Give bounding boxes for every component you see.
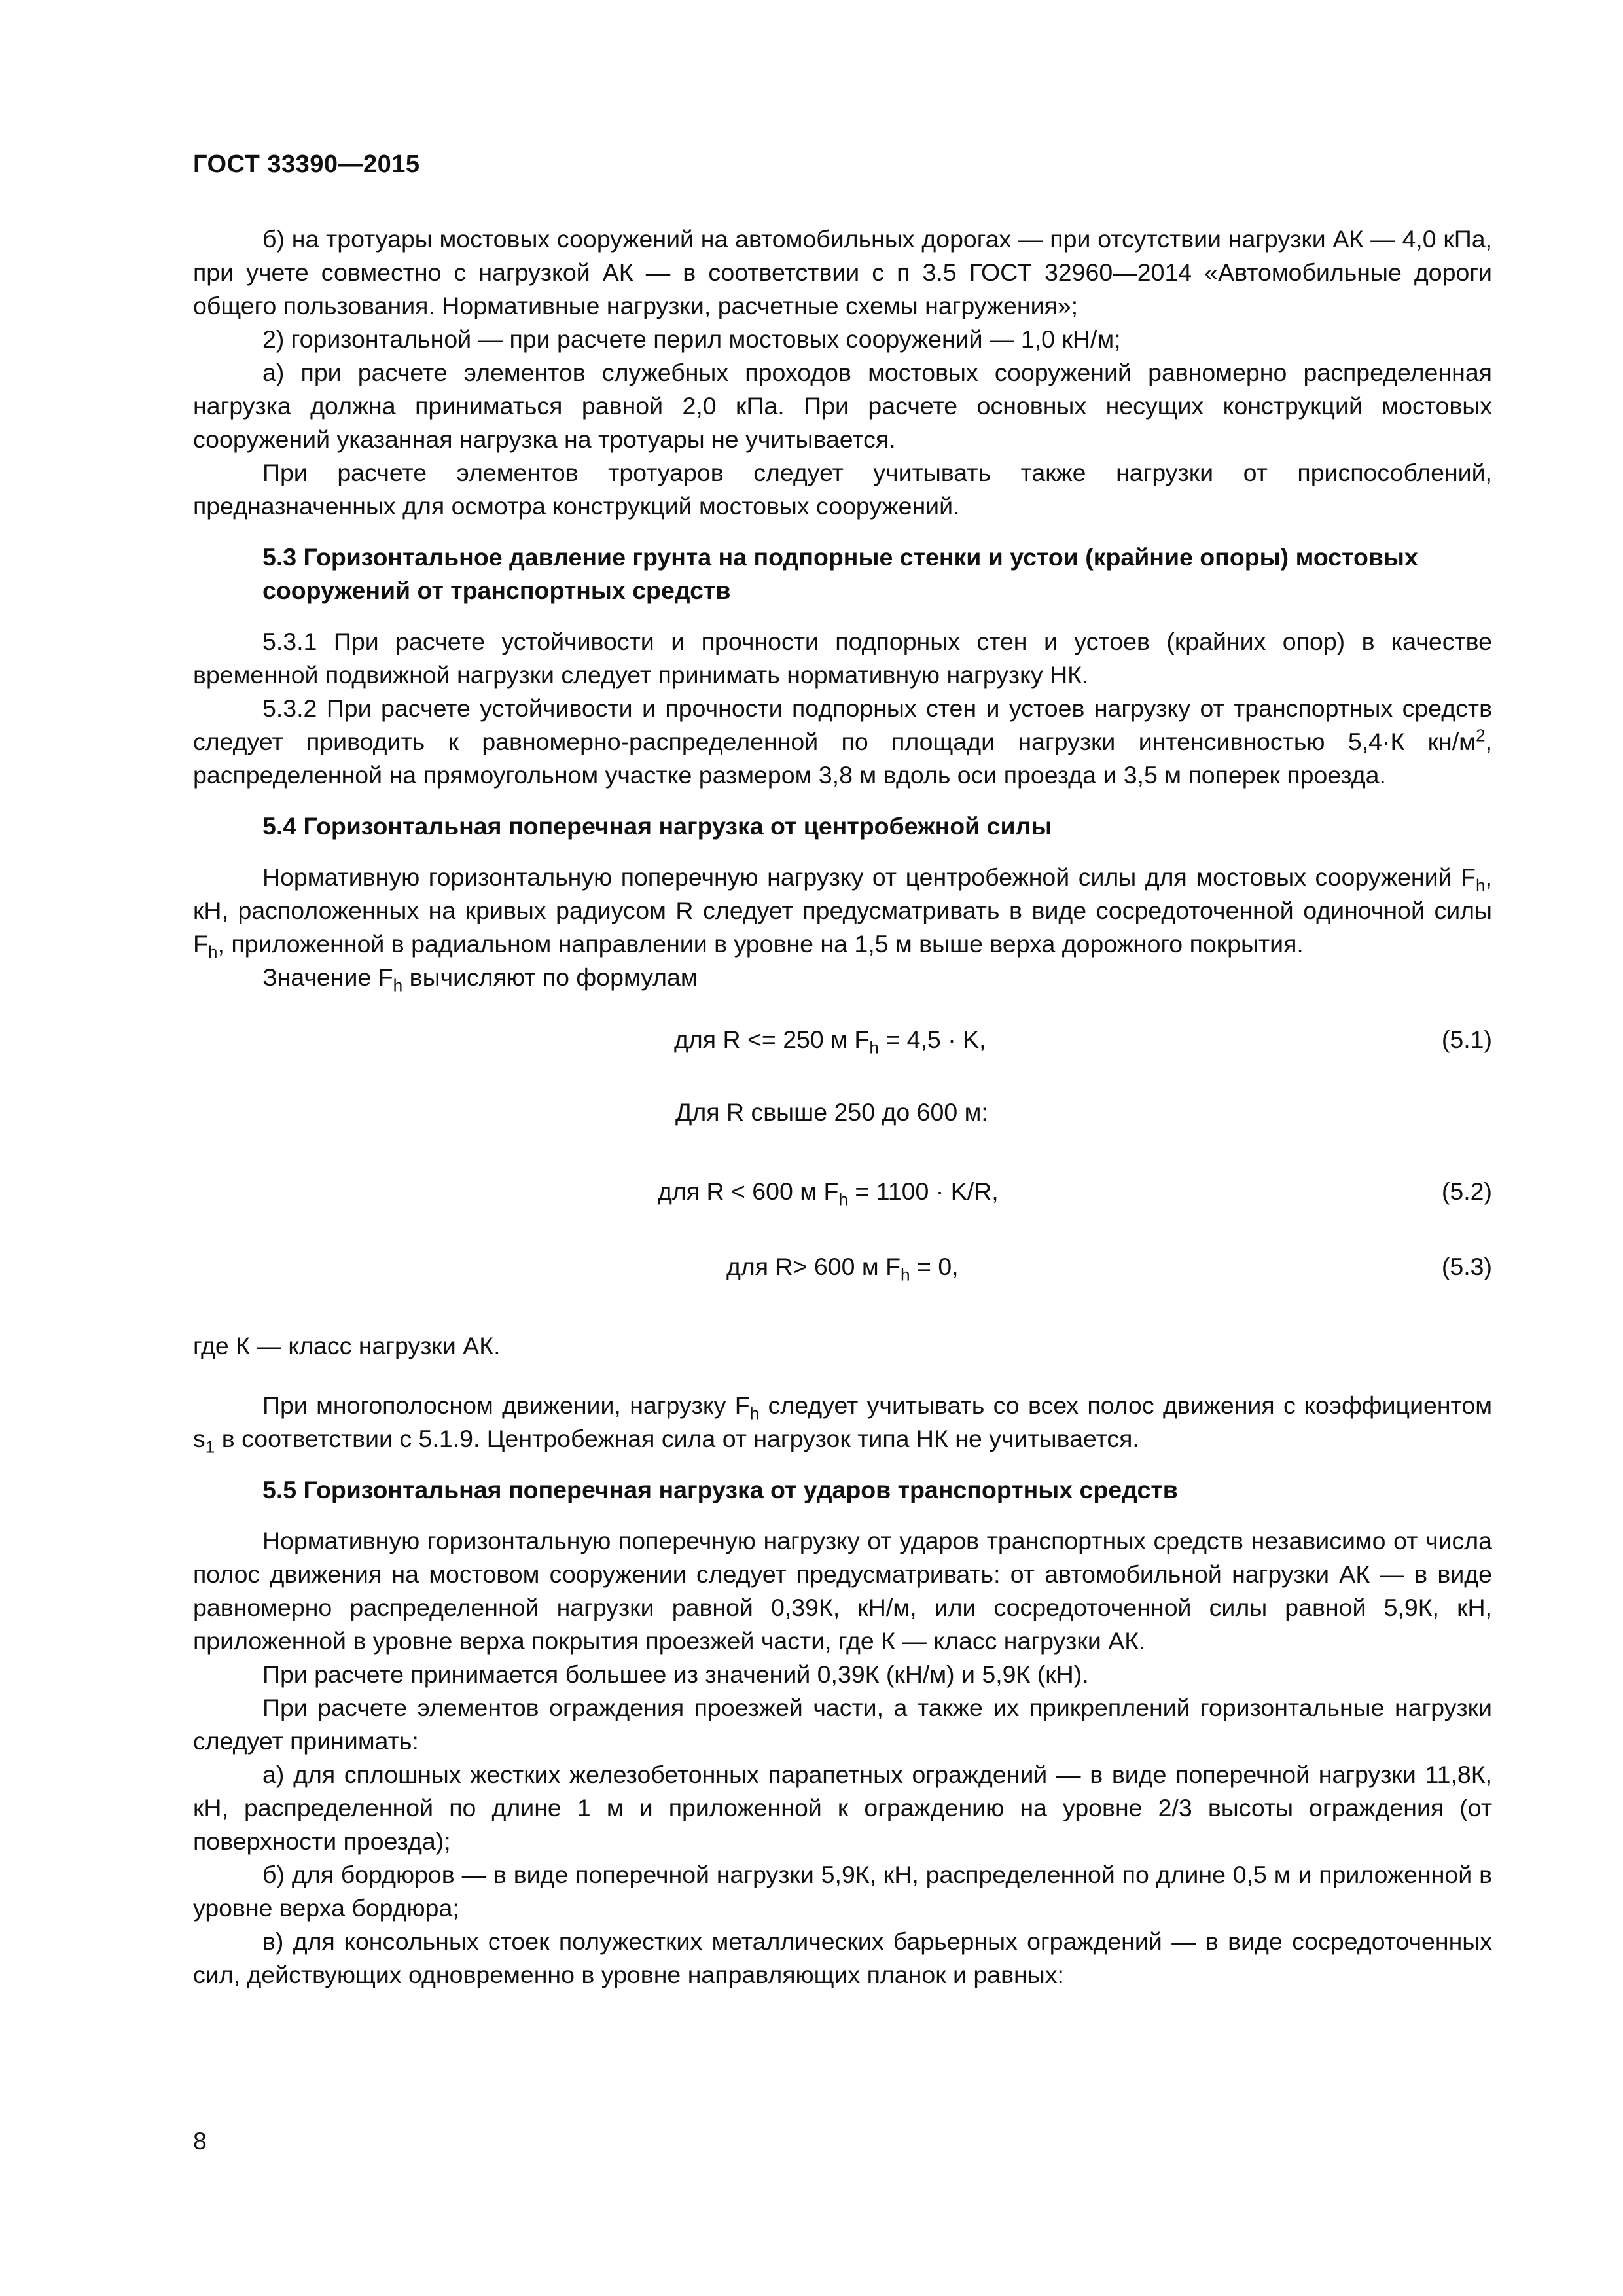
paragraph-curbs: б) для бордюров — в виде поперечной нагрузки 5,9К, кН, распределенной по длине 0,5 м и приложенной в уровне верха бордюра; — [193, 1861, 1492, 1922]
paragraph-horizontal-railing: 2) горизонтальной — при расчете перил мостовых сооружений — 1,0 кН/м; — [262, 325, 1121, 353]
paragraph-fh-formulas-intro: Значение $F_h$ вычисляют по формулам — [262, 963, 698, 996]
paragraph-service-passages: а) при расчете элементов служебных проходов мостовых сооружений равномерно распределенная нагрузка должна приниматься равной 2,0 кПа. При расчете основных несущих конструкций мостовых сооружений указанная нагрузка на тротуары не учитывается. — [193, 359, 1492, 453]
formula-5-1-expression: для R <= 250 м $F_h = 4,5 \cdot K$, — [674, 1026, 986, 1058]
paragraph-impact-load: Нормативную горизонтальную поперечную нагрузку от ударов транспортных средств независимо от числа полос движения на мостовом сооружении следует предусматривать: от автомобильной нагрузки АК — в виде равномерно распределенной нагрузки равной 0,39К, кН/м, или сосредоточенной силы равной 5,9К, кН, приложенной в уровне верха покрытия проезжей части, где К — класс нагрузки АК. — [193, 1527, 1492, 1655]
paragraph-5-3-1: 5.3.1 При расчете устойчивости и прочности подпорных стен и устоев (крайних опор) в качестве временной подвижной нагрузки следует принимать нормативную нагрузку НК. — [193, 628, 1492, 689]
document-body — [193, 223, 1492, 1992]
formula-5-2 — [193, 1175, 1492, 1208]
formula-range-intro: Для R свыше 250 до 600 м: — [675, 1098, 988, 1126]
formula-5-1 — [193, 1023, 1492, 1056]
paragraph-k-definition: где К — класс нагрузки АК. — [193, 1332, 501, 1359]
paragraph-5-3-2: 5.3.2 При расчете устойчивости и прочности подпорных стен и устоев нагрузку от транспортных средств следует приводить к равномерно-распределенной по площади нагрузки интенсивностью 5,4·К $кн/м^2$, распределенной на прямоугольном участке размером 3,8 м вдоль оси проезда и 3,5 м поперек проезда. — [193, 694, 1492, 789]
formula-5-3-expression: для R> 600 м $F_h = 0$, — [726, 1253, 959, 1285]
heading-5-5: 5.5 Горизонтальная поперечная нагрузка от ударов транспортных средств — [262, 1476, 1178, 1503]
page-number: 8 — [193, 2127, 207, 2155]
paragraph-max-value: При расчете принимается большее из значений 0,39К (кН/м) и 5,9К (кН). — [262, 1660, 1089, 1688]
paragraph-sidewalk-load: б) на тротуары мостовых сооружений на автомобильных дорогах — при отсутствии нагрузки АК — 4,0 кПа, при учете совместно с нагрузкой АК — в соответствии с п 3.5 ГОСТ 32960—2014 «Автомобильные дороги общего пользования. Нормативные нагрузки, расчетные схемы нагружения»; — [193, 225, 1492, 319]
formula-5-3-number: (5.3) — [1441, 1253, 1492, 1280]
heading-5-3: 5.3 Горизонтальное давление грунта на подпорные стенки и устои (крайние опоры) мостовых сооружений от транспортных средств — [262, 543, 1418, 604]
formula-5-2-number: (5.2) — [1441, 1177, 1492, 1205]
paragraph-centrifugal-load: Нормативную горизонтальную поперечную нагрузку от центробежной силы для мостовых сооружений $F_h$, кН, расположенных на кривых радиусом R следует предусматривать в виде сосредоточенной одиночной силы $F_h$, приложенной в радиальном направлении в уровне на 1,5 м выше верха дорожного покрытия. — [193, 863, 1492, 962]
paragraph-barrier-loads: При расчете элементов ограждения проезжей части, а также их прикреплений горизонтальные нагрузки следует принимать: — [193, 1694, 1492, 1755]
paragraph-multilane: При многополосном движении, нагрузку $F_h$ следует учитывать со всех полос движения с коэффициентом $s_1$ в соответствии с 5.1.9. Центробежная сила от нагрузок типа НК не учитывается. — [193, 1391, 1492, 1457]
paragraph-sidewalk-devices: При расчете элементов тротуаров следует учитывать также нагрузки от приспособлений, предназначенных для осмотра конструкций мостовых сооружений. — [193, 459, 1492, 520]
formula-5-1-number: (5.1) — [1441, 1026, 1492, 1053]
formula-5-3 — [193, 1250, 1492, 1283]
heading-5-4: 5.4 Горизонтальная поперечная нагрузка от центробежной силы — [262, 812, 1052, 840]
formula-5-2-expression: для R < 600 м $F_h = 1100 \cdot K/R$, — [658, 1177, 999, 1210]
document-header: ГОСТ 33390—2015 — [193, 151, 420, 178]
paragraph-parapet: а) для сплошных жестких железобетонных парапетных ограждений — в виде поперечной нагрузки 11,8К, кН, распределенной по длине 1 м и приложенной к ограждению на уровне 2/3 высоты ограждения (от поверхности проезда); — [193, 1761, 1492, 1855]
paragraph-cantilever-posts: в) для консольных стоек полужестких металлических барьерных ограждений — в виде сосредоточенных сил, действующих одновременно в уровне направляющих планок и равных: — [193, 1928, 1492, 1988]
